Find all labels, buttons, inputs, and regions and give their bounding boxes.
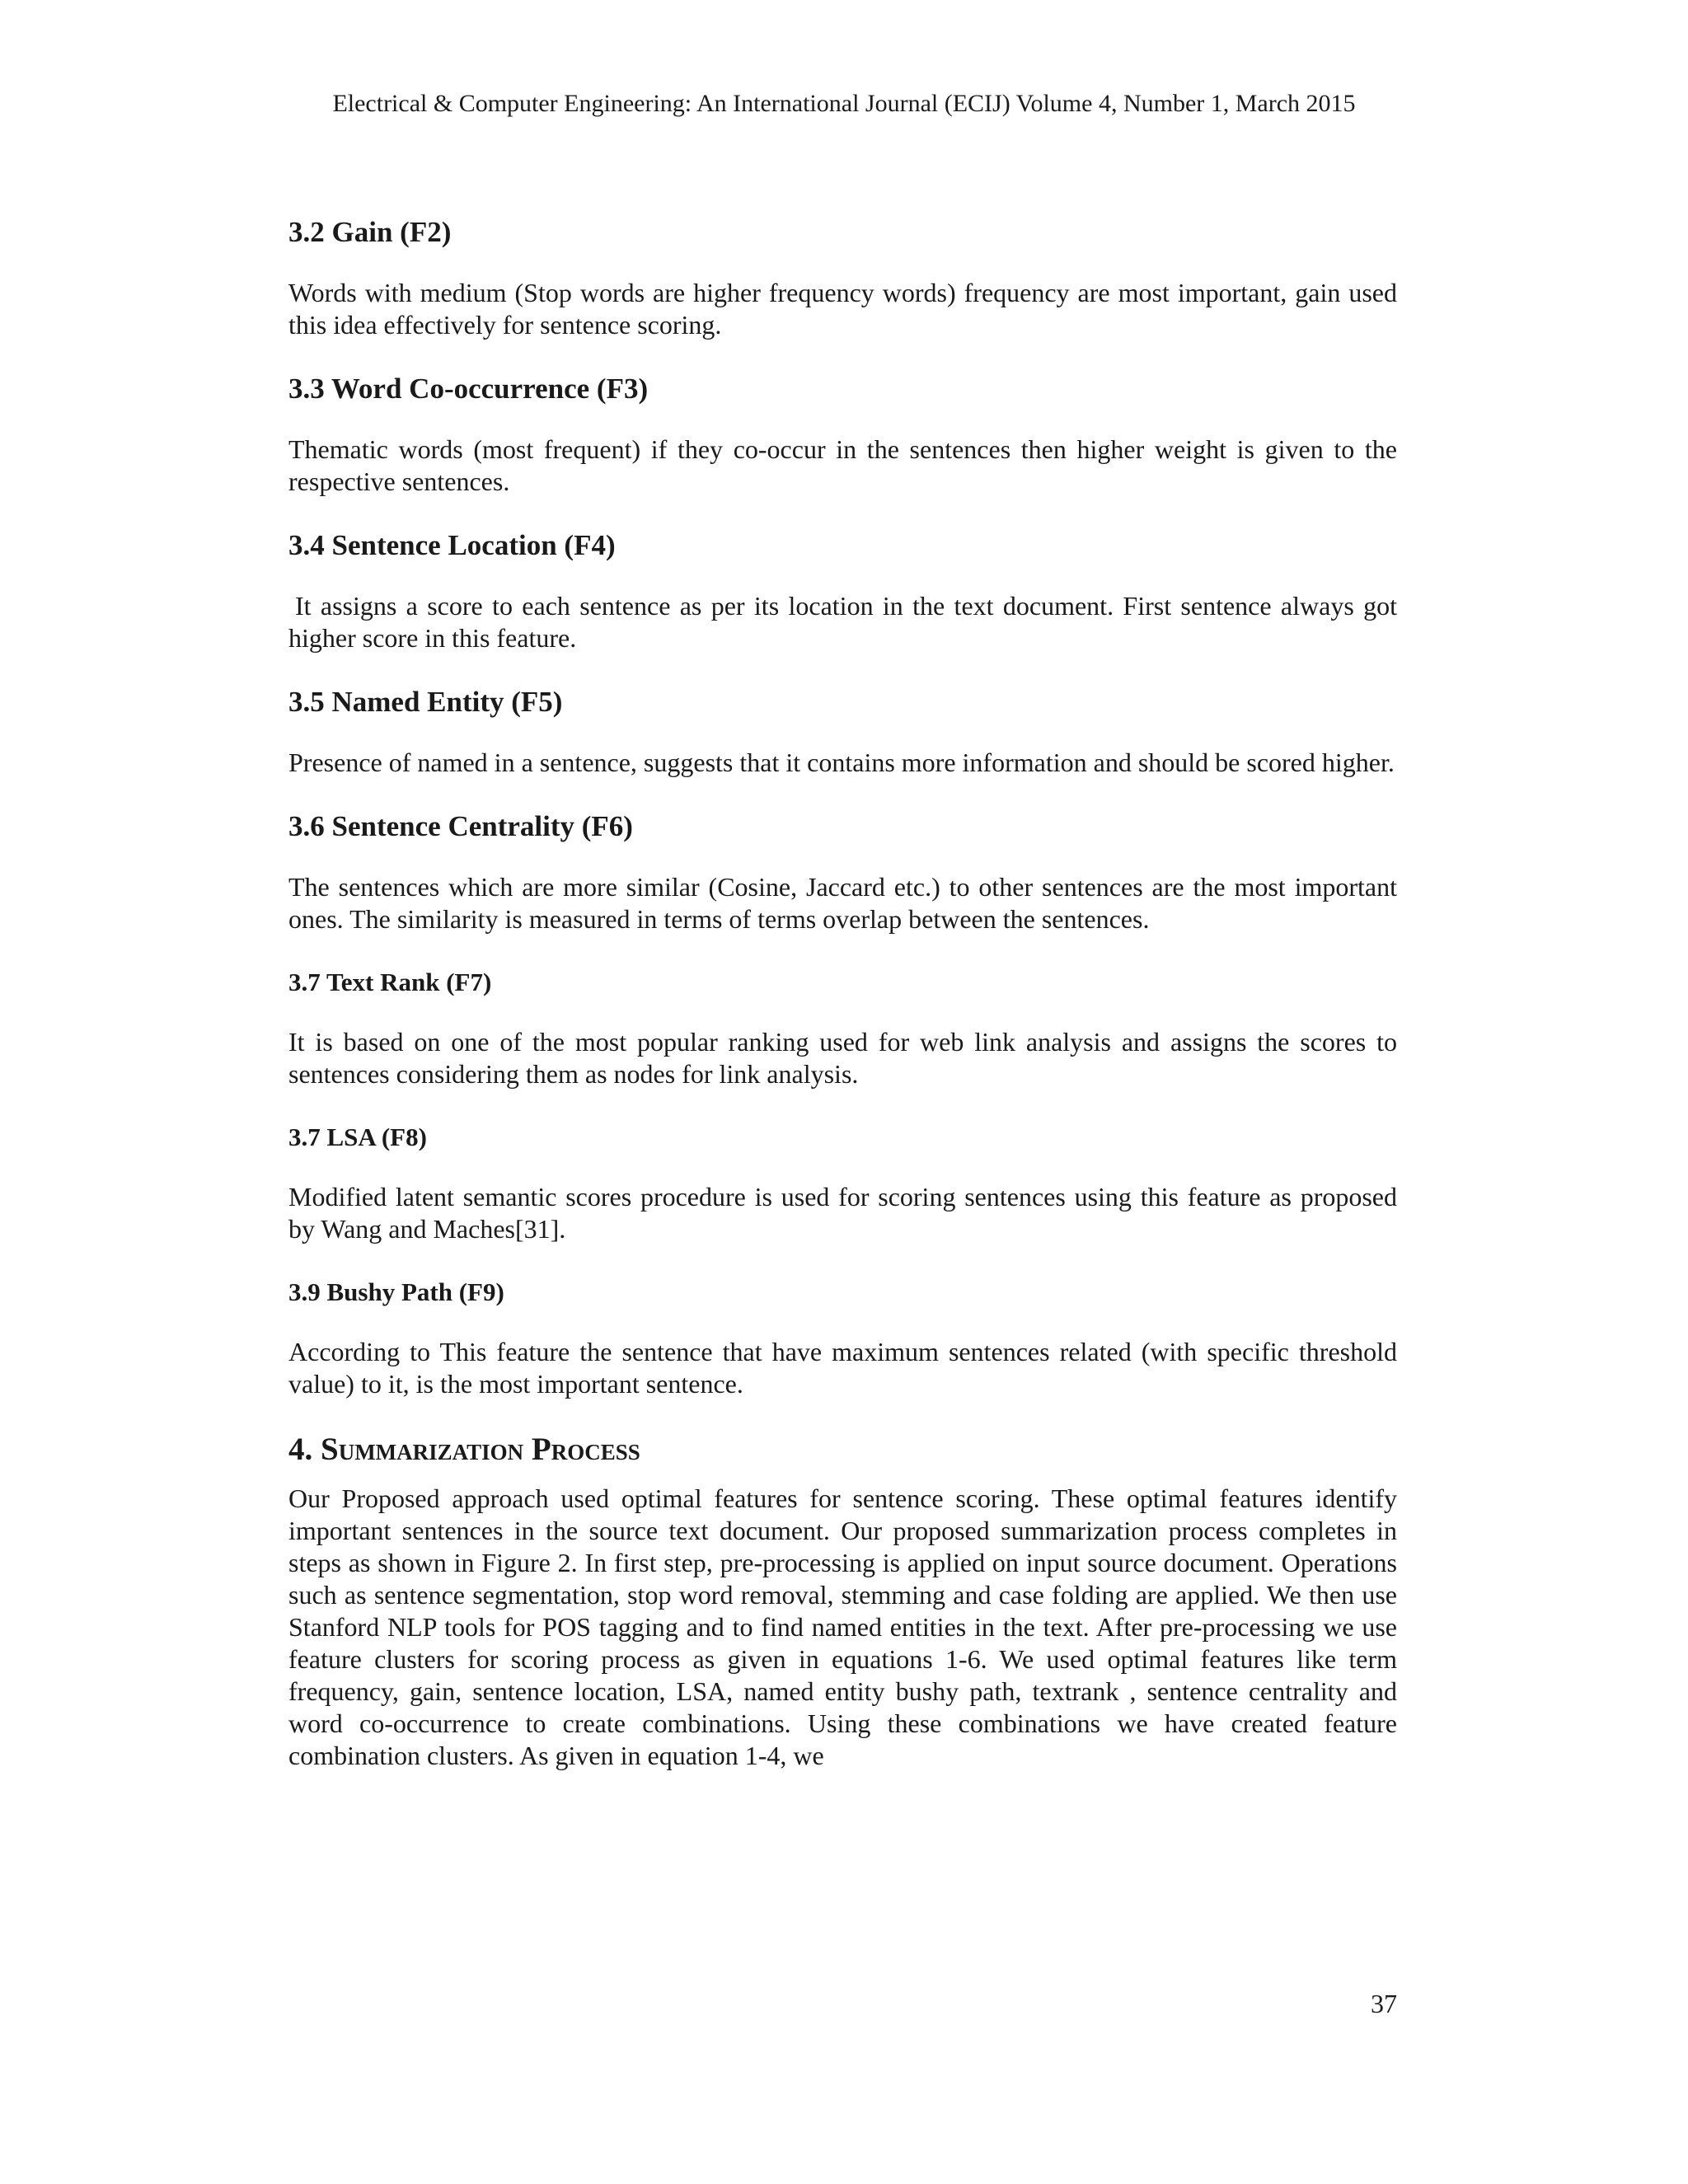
section-number: 4. bbox=[288, 1432, 313, 1467]
section-text-word-cooccurrence: Thematic words (most frequent) if they co-occur in the sentences then higher weight is given to the respective sentences. bbox=[288, 434, 1397, 496]
section-text-sentence-location: It assigns a score to each sentence as per its location in the text document. First sentence always got higher score in this feature. bbox=[288, 591, 1397, 653]
section-heading-lsa: 3.7 LSA (F8) bbox=[288, 1122, 427, 1151]
section-heading-sentence-location: 3.4 Sentence Location (F4) bbox=[288, 529, 616, 561]
section-text-sentence-centrality: The sentences which are more similar (Cosine, Jaccard etc.) to other sentences are the most important ones. The similarity is measured in terms of terms overlap between the sentences. bbox=[288, 872, 1397, 934]
section-heading-sentence-centrality: 3.6 Sentence Centrality (F6) bbox=[288, 810, 633, 842]
section-text-summarization-process: Our Proposed approach used optimal features for sentence scoring. These optimal features identify important sentences in the source text document. Our proposed summarization process completes in steps as shown in Figure 2. In first step, pre-processing is applied on input source document. Operations such as sentence segmentation, stop word removal, stemming and case folding are applied. We then use Stanford NLP tools for POS tagging and to find named entities in the text. After pre-processing we use feature clusters for scoring process as given in equations 1-6. We used optimal features like term frequency, gain, sentence location, LSA, named entity bushy path, textrank , sentence centrality and word co-occurrence to create combinations. Using these combinations we have created feature combination clusters. As given in equation 1-4, we bbox=[288, 1483, 1397, 1770]
section-text-bushy-path: According to This feature the sentence that have maximum sentences related (with specific threshold value) to it, is the most important sentence. bbox=[288, 1337, 1397, 1399]
section-heading-summarization-process bbox=[288, 1432, 1397, 1468]
section-heading-named-entity: 3.5 Named Entity (F5) bbox=[288, 686, 563, 718]
section-text-named-entity: Presence of named in a sentence, suggests that it contains more information and should be scored higher. bbox=[288, 748, 1395, 777]
page-number: 37 bbox=[1371, 1989, 1397, 2018]
section-text-gain: Words with medium (Stop words are higher frequency words) frequency are most important, gain used this idea effectively for sentence scoring. bbox=[288, 278, 1397, 340]
section-heading-bushy-path: 3.9 Bushy Path (F9) bbox=[288, 1277, 504, 1306]
section-heading-text-rank: 3.7 Text Rank (F7) bbox=[288, 968, 492, 996]
section-heading-word-cooccurrence: 3.3 Word Co-occurrence (F3) bbox=[288, 373, 649, 405]
running-head: Electrical & Computer Engineering: An International Journal (ECIJ) Volume 4, Number 1, March 2015 bbox=[332, 90, 1356, 117]
page-content bbox=[288, 216, 1397, 1803]
section-heading-gain: 3.2 Gain (F2) bbox=[288, 216, 452, 248]
section-text-lsa: Modified latent semantic scores procedure is used for scoring sentences using this feature as proposed by Wang and Maches[31]. bbox=[288, 1182, 1397, 1244]
section-text-text-rank: It is based on one of the most popular ranking used for web link analysis and assigns the scores to sentences considering them as nodes for link analysis. bbox=[288, 1027, 1397, 1089]
section-title: Summarization Process bbox=[321, 1432, 640, 1467]
